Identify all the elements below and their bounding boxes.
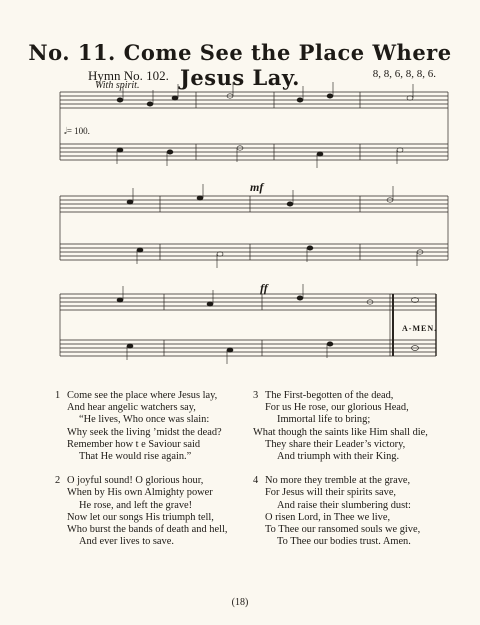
verse-number: 3 (253, 390, 259, 401)
verse-line: Immortal life to bring; (277, 414, 371, 426)
verse-line: To Thee our ransomed souls we give, (265, 524, 421, 536)
system-3 (60, 294, 436, 356)
dynamic-mezzo-forte: mf (250, 180, 264, 194)
page-number: (18) (231, 597, 249, 608)
verse-3 (253, 390, 453, 463)
treble-staff-3 (60, 294, 436, 310)
verses-left-column (55, 390, 255, 560)
verse-line: For us He rose, our glorious Head, (265, 402, 409, 414)
verse-line: Who burst the bands of death and hell, (67, 524, 228, 536)
verse-2 (55, 475, 255, 548)
hymn-title: No. 11. Come See the Place Where Jesus Lay. (28, 40, 452, 90)
bass-staff-3 (60, 340, 436, 356)
verse-4 (253, 475, 453, 548)
verse-line: They share their Leader’s victory, (265, 438, 406, 450)
verse-line: And ever lives to save. (79, 536, 174, 548)
verse-line: And raise their slumbering dust: (277, 499, 411, 511)
verse-line: “He lives, Who once was slain: (79, 414, 210, 426)
verses-right-column (253, 390, 453, 560)
dynamic-fortissimo: ff (260, 281, 268, 295)
bass-staff-2 (60, 244, 448, 260)
hymn-reference: Hymn No. 102. (88, 68, 169, 83)
verse-line: What though the saints like Him shall die, (253, 426, 428, 438)
verse-line: To Thee our bodies trust. Amen. (277, 536, 411, 548)
verse-line: Come see the place where Jesus lay, (67, 390, 218, 401)
verse-number: 1 (55, 390, 61, 401)
verse-number: 4 (253, 475, 259, 487)
tempo-marking: With spirit. (95, 80, 140, 91)
verse-number: 2 (55, 475, 61, 487)
verse-line: That He would rise again.” (79, 451, 192, 463)
verse-line: For Jesus will their spirits save, (265, 487, 397, 499)
verse-line: O risen Lord, in Thee we live, (265, 511, 391, 523)
verse-line: Why seek the living ’midst the dead? (67, 426, 222, 438)
verse-line: Now let our songs His triumph tell, (67, 511, 214, 523)
amen-label: A-MEN. (402, 324, 438, 333)
verse-line: O joyful sound! O glorious hour, (67, 475, 204, 487)
verse-1 (55, 390, 255, 463)
verse-line: The First-begotten of the dead, (265, 390, 394, 401)
verse-line: And triumph with their King. (277, 451, 400, 463)
verse-line: He rose, and left the grave! (79, 499, 193, 511)
verse-line: No more they tremble at the grave, (265, 475, 411, 487)
verse-line: Remember how t e Saviour said (67, 438, 201, 450)
verse-line: When by His own Almighty power (67, 487, 213, 499)
notes (117, 82, 423, 364)
half-note-symbol: 𝅗𝅥 (64, 126, 67, 136)
system-2 (60, 196, 448, 260)
treble-staff-2 (60, 196, 448, 212)
metronome-marking: 𝅗𝅥= 100. (64, 126, 90, 136)
verse-line: And hear angelic watchers say, (67, 402, 196, 414)
hymn-meter: 8, 8, 6, 8, 8, 6. (372, 68, 436, 80)
